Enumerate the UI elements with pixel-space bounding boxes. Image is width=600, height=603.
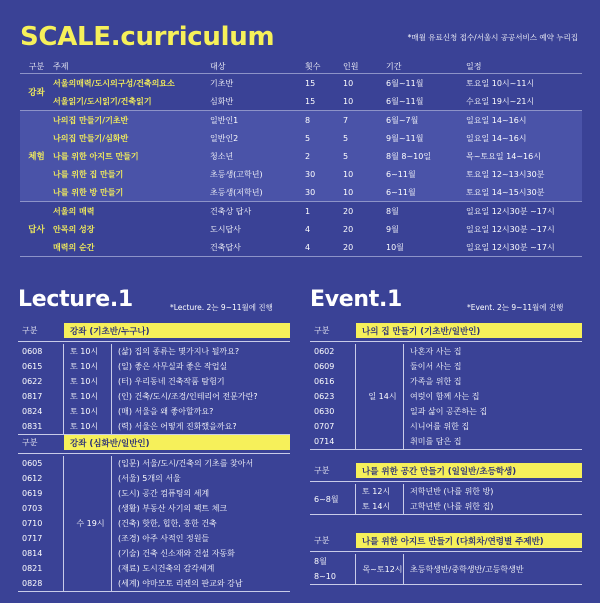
cell-period: 10월 xyxy=(386,242,404,252)
session-item: (조경) 아주 사적인 정원들 xyxy=(118,534,210,543)
cell-count: 2 xyxy=(305,151,311,161)
session-item: (력) 서울은 어떻게 진화했을까요? xyxy=(118,422,237,431)
col-header-people: 인원 xyxy=(343,62,359,71)
cell-count: 8 xyxy=(305,115,311,125)
session-column xyxy=(404,484,582,514)
date-cell: 0703 xyxy=(22,504,43,513)
date-cell: 0710 xyxy=(22,519,43,528)
time-cell: 토 14시 xyxy=(362,502,391,511)
time-column xyxy=(64,456,112,591)
session-item: (삶) 집의 종류는 몇가지나 될까요? xyxy=(118,347,240,356)
block-body xyxy=(310,481,582,515)
cell-target: 초등생(고학년) xyxy=(210,169,263,179)
cell-people: 10 xyxy=(343,169,354,179)
cell-count: 15 xyxy=(305,78,316,88)
cell-subject: 매력의 순간 xyxy=(53,242,95,252)
group-rows xyxy=(53,111,582,201)
event-title: Event.1 xyxy=(310,287,403,312)
session-item: (입문) 서울/도시/건축의 기초를 찾아서 xyxy=(118,459,254,468)
time-cell: 일 14시 xyxy=(368,392,397,401)
time-cell: 수 19시 xyxy=(76,519,105,528)
date-cell: 0622 xyxy=(22,377,43,386)
block-label: 구분 xyxy=(314,326,330,335)
session-item: 취미를 담은 집 xyxy=(410,437,462,446)
table-header xyxy=(20,60,582,74)
cell-people: 7 xyxy=(343,115,349,125)
date-column xyxy=(18,344,64,434)
date-cell: 6~8월 xyxy=(314,494,339,504)
table-row xyxy=(53,183,582,201)
date-cell: 0630 xyxy=(314,407,335,416)
cell-target: 건축답사 xyxy=(210,242,241,252)
session-item: (생활) 부동산 사기의 팩트 체크 xyxy=(118,504,228,513)
lecture-note: *Lecture. 2는 9~11월에 진행 xyxy=(170,303,273,312)
time-column xyxy=(356,484,404,514)
session-item: (인) 건축/도시/조경/인테리어 전문가란? xyxy=(118,392,258,401)
cell-count: 15 xyxy=(305,96,316,106)
date-cell: 0717 xyxy=(22,534,43,543)
block-label: 구분 xyxy=(22,438,38,447)
cell-people: 10 xyxy=(343,78,354,88)
group-rows xyxy=(53,74,582,110)
block-body xyxy=(310,341,582,450)
date-cell: 0814 xyxy=(22,549,43,558)
cell-schedule: 일요일 14~16시 xyxy=(466,133,527,143)
date-cell: 0612 xyxy=(22,474,43,483)
session-item: (매) 서울을 왜 좋아할까요? xyxy=(118,407,214,416)
table-row xyxy=(53,147,582,165)
cell-people: 10 xyxy=(343,187,354,197)
cell-target: 일반인2 xyxy=(210,133,239,143)
cell-period: 9월~11월 xyxy=(386,133,424,143)
cell-subject: 나의집 만들기/심화반 xyxy=(53,133,129,143)
group-name: 체험 xyxy=(28,152,45,162)
col-header-target: 대상 xyxy=(210,62,226,71)
cell-people: 20 xyxy=(343,224,354,234)
table-row xyxy=(53,111,582,129)
page-title: SCALE.curriculum xyxy=(20,22,275,52)
col-header-category: 구분 xyxy=(28,62,45,71)
time-cell: 토 10시 xyxy=(70,422,99,431)
block-header xyxy=(310,533,582,548)
cell-period: 9월 xyxy=(386,224,399,234)
time-cell: 토 10시 xyxy=(70,392,99,401)
date-cell: 0821 xyxy=(22,564,43,573)
group-rows xyxy=(53,202,582,256)
curriculum-table xyxy=(20,60,582,257)
session-item: (건축) 핫한, 힙한, 흥한 건축 xyxy=(118,519,217,528)
group-name: 답사 xyxy=(28,225,45,235)
cell-target: 기초반 xyxy=(210,78,234,88)
cell-target: 초등생(저학년) xyxy=(210,187,263,197)
table-row xyxy=(53,165,582,183)
block-heading: 강좌 (기초반/누구나) xyxy=(64,323,290,338)
date-cell: 0602 xyxy=(314,347,335,356)
time-cell: 토 10시 xyxy=(70,407,99,416)
time-cell: 토 10시 xyxy=(70,377,99,386)
cell-period: 6월~11월 xyxy=(386,96,424,106)
cell-target: 청소년 xyxy=(210,151,234,161)
schedule-block xyxy=(310,463,582,515)
schedule-block xyxy=(18,435,290,592)
cell-count: 4 xyxy=(305,224,311,234)
cell-schedule: 토요일 12~13시30분 xyxy=(466,169,545,179)
block-heading: 나를 위한 아지트 만들기 (다회차/연령별 주제반) xyxy=(356,533,582,548)
cell-subject: 나를 위한 아지트 만들기 xyxy=(53,151,139,161)
session-item: 시니어를 위한 집 xyxy=(410,422,470,431)
table-row xyxy=(53,74,582,92)
session-item: 가족을 위한 집 xyxy=(410,377,462,386)
time-cell: 토 12시 xyxy=(362,487,391,496)
date-cell: 0817 xyxy=(22,392,43,401)
cell-subject: 안목의 성장 xyxy=(53,224,95,234)
session-item: 저학년반 (나를 위한 방) xyxy=(410,487,494,496)
session-item: 나혼자 사는 집 xyxy=(410,347,462,356)
cell-schedule: 목~토요일 14~16시 xyxy=(466,151,541,161)
session-item: (도시) 공간 컴퓨팅의 세계 xyxy=(118,489,210,498)
date-cell: 0615 xyxy=(22,362,43,371)
time-column xyxy=(64,344,112,434)
date-column xyxy=(310,484,356,514)
date-cell: 0623 xyxy=(314,392,335,401)
table-row xyxy=(53,238,582,256)
table-group xyxy=(20,202,582,257)
cell-schedule: 토요일 10시~11시 xyxy=(466,78,535,88)
cell-period: 6월~7월 xyxy=(386,115,419,125)
cell-target: 건축상 답사 xyxy=(210,206,252,216)
time-cell: 토 10시 xyxy=(70,347,99,356)
cell-schedule: 토요일 14~15시30분 xyxy=(466,187,545,197)
col-header-schedule: 일정 xyxy=(466,62,482,71)
cell-subject: 나를 위한 집 만들기 xyxy=(53,169,124,179)
time-column xyxy=(356,554,404,584)
session-column xyxy=(404,554,582,584)
block-label: 구분 xyxy=(314,536,330,545)
date-column xyxy=(310,344,356,449)
cell-subject: 나를 위한 방 만들기 xyxy=(53,187,124,197)
cell-subject: 서울의 매력 xyxy=(53,206,95,216)
date-cell: 0619 xyxy=(22,489,43,498)
table-row xyxy=(53,202,582,220)
block-header xyxy=(18,323,290,338)
schedule-block xyxy=(310,323,582,450)
schedule-block xyxy=(18,323,290,435)
cell-people: 20 xyxy=(343,206,354,216)
col-header-count: 횟수 xyxy=(305,62,321,71)
cell-schedule: 일요일 14~16시 xyxy=(466,115,527,125)
date-column xyxy=(310,554,356,584)
group-name: 강좌 xyxy=(28,88,45,98)
cell-schedule: 일요일 12시30분 ~17시 xyxy=(466,224,555,234)
date-cell: 0831 xyxy=(22,422,43,431)
cell-period: 8월 8~10일 xyxy=(386,151,432,161)
block-heading: 나의 집 만들기 (기초반/일반인) xyxy=(356,323,582,338)
time-cell: 목~토12시 xyxy=(362,564,403,574)
session-item: (일) 좋은 사무실과 좋은 작업실 xyxy=(118,362,228,371)
cell-target: 심화반 xyxy=(210,96,234,106)
date-cell: 0824 xyxy=(22,407,43,416)
date-cell: 0714 xyxy=(314,437,335,446)
session-item: 초등학생반/중학생반/고등학생반 xyxy=(410,564,524,574)
cell-subject: 나의집 만들기/기초반 xyxy=(53,115,129,125)
cell-schedule: 수요일 19시~21시 xyxy=(466,96,535,106)
time-column xyxy=(356,344,404,449)
cell-subject: 서울읽기/도시읽기/건축읽기 xyxy=(53,96,152,106)
block-header xyxy=(18,435,290,450)
session-item: 고학년반 (나를 위한 집) xyxy=(410,502,494,511)
block-header xyxy=(310,463,582,478)
block-heading: 나를 위한 공간 만들기 (일일반/초등학생) xyxy=(356,463,582,478)
cell-schedule: 일요일 12시30분 ~17시 xyxy=(466,206,555,216)
block-body xyxy=(18,453,290,592)
event-note: *Event. 2는 9~11월에 진행 xyxy=(467,303,564,312)
cell-count: 30 xyxy=(305,187,316,197)
date-cell: 0608 xyxy=(22,347,43,356)
table-row xyxy=(53,129,582,147)
time-cell: 토 10시 xyxy=(70,362,99,371)
cell-people: 5 xyxy=(343,151,349,161)
session-column xyxy=(112,344,290,434)
col-header-period: 기간 xyxy=(386,62,402,71)
cell-people: 10 xyxy=(343,96,354,106)
session-item: 둘이서 사는 집 xyxy=(410,362,462,371)
cell-period: 6월~11월 xyxy=(386,78,424,88)
table-group xyxy=(20,74,582,111)
session-item: (세계) 야마모토 리켄의 판교와 강남 xyxy=(118,579,243,588)
cell-subject: 서울의매력/도시의구성/건축의요소 xyxy=(53,78,175,88)
date-cell: 0616 xyxy=(314,377,335,386)
date-cell: 0707 xyxy=(314,422,335,431)
cell-target: 도시답사 xyxy=(210,224,241,234)
lecture-title: Lecture.1 xyxy=(18,287,133,312)
cell-count: 30 xyxy=(305,169,316,179)
date-cell: 0605 xyxy=(22,459,43,468)
col-header-subject: 주제 xyxy=(53,62,69,71)
date-cell: 0609 xyxy=(314,362,335,371)
cell-people: 5 xyxy=(343,133,349,143)
session-column xyxy=(404,344,582,449)
session-column xyxy=(112,456,290,591)
schedule-block xyxy=(310,533,582,585)
session-item: (기술) 건축 신소재와 건설 자동화 xyxy=(118,549,235,558)
session-item: (서울) 5개의 서울 xyxy=(118,474,181,483)
block-header xyxy=(310,323,582,338)
date-cell: 8~10 xyxy=(314,572,336,581)
cell-count: 1 xyxy=(305,206,311,216)
block-body xyxy=(18,341,290,435)
cell-count: 4 xyxy=(305,242,311,252)
header-note: *매월 유료신청 접수/서울시 공공서비스 예약 누리집 xyxy=(407,33,578,42)
block-heading: 강좌 (심화반/일반인) xyxy=(64,435,290,450)
cell-period: 6~11월 xyxy=(386,187,416,197)
cell-count: 5 xyxy=(305,133,311,143)
session-item: (재료) 도시건축의 감각세계 xyxy=(118,564,215,573)
table-row xyxy=(53,220,582,238)
table-group xyxy=(20,111,582,202)
date-cell: 8월 xyxy=(314,557,327,566)
block-body xyxy=(310,551,582,585)
session-item: (터) 우리동네 건축작품 탐험기 xyxy=(118,377,225,386)
session-item: 일과 삶이 공존하는 집 xyxy=(410,407,488,416)
session-item: 여럿이 함께 사는 집 xyxy=(410,392,480,401)
block-label: 구분 xyxy=(22,326,38,335)
date-column xyxy=(18,456,64,591)
table-row xyxy=(53,92,582,110)
block-label: 구분 xyxy=(314,466,330,475)
cell-target: 일반인1 xyxy=(210,115,239,125)
cell-period: 8월 xyxy=(386,206,399,216)
cell-period: 6~11월 xyxy=(386,169,416,179)
cell-people: 20 xyxy=(343,242,354,252)
date-cell: 0828 xyxy=(22,579,43,588)
cell-schedule: 일요일 12시30분 ~17시 xyxy=(466,242,555,252)
